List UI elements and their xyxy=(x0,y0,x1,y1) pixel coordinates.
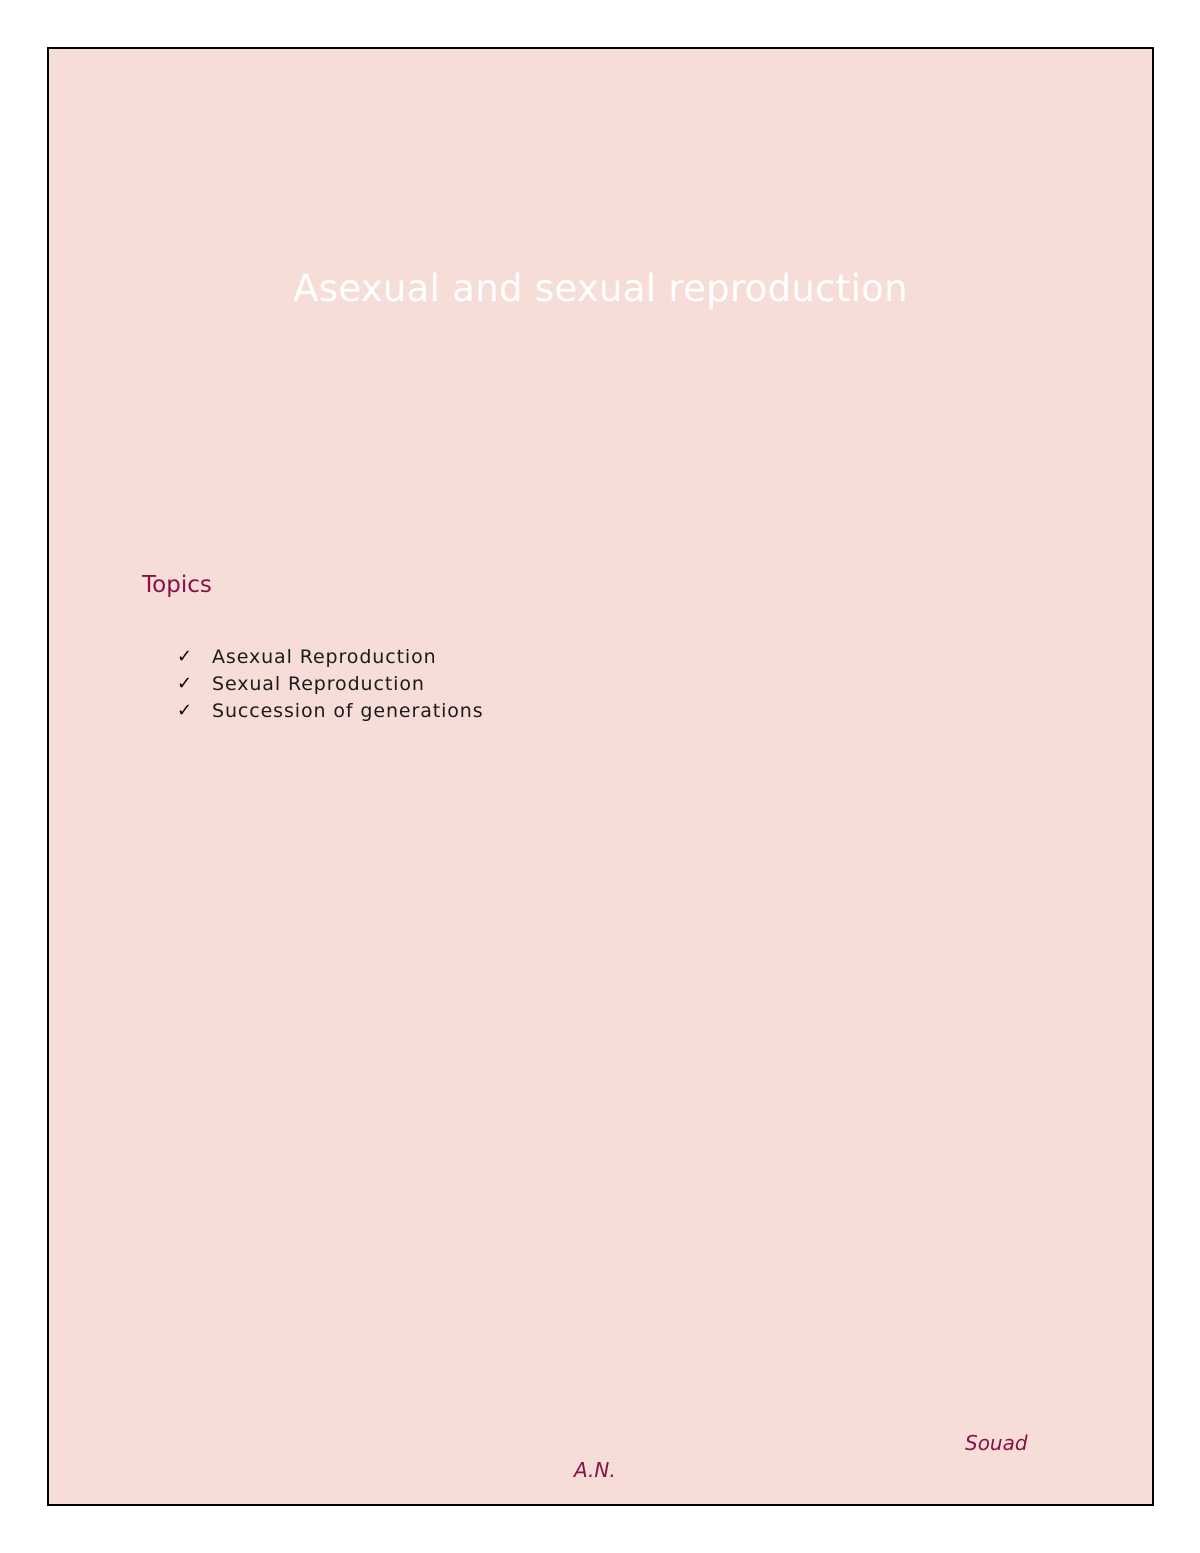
document-title: Asexual and sexual reproduction xyxy=(293,267,908,310)
author-first-name: Souad xyxy=(965,1431,1028,1455)
topic-label: Succession of generations xyxy=(212,699,484,722)
list-item xyxy=(177,697,484,724)
list-item xyxy=(177,643,484,670)
checkmark-icon: ✓ xyxy=(177,700,193,721)
topic-label: Sexual Reproduction xyxy=(212,672,425,695)
list-item xyxy=(177,670,484,697)
topics-list xyxy=(177,643,484,724)
cover-page xyxy=(47,47,1154,1506)
topics-heading: Topics xyxy=(142,572,212,598)
checkmark-icon: ✓ xyxy=(177,646,193,667)
topic-label: Asexual Reproduction xyxy=(212,645,437,668)
checkmark-icon: ✓ xyxy=(177,673,193,694)
author-initials: A.N. xyxy=(574,1458,616,1482)
